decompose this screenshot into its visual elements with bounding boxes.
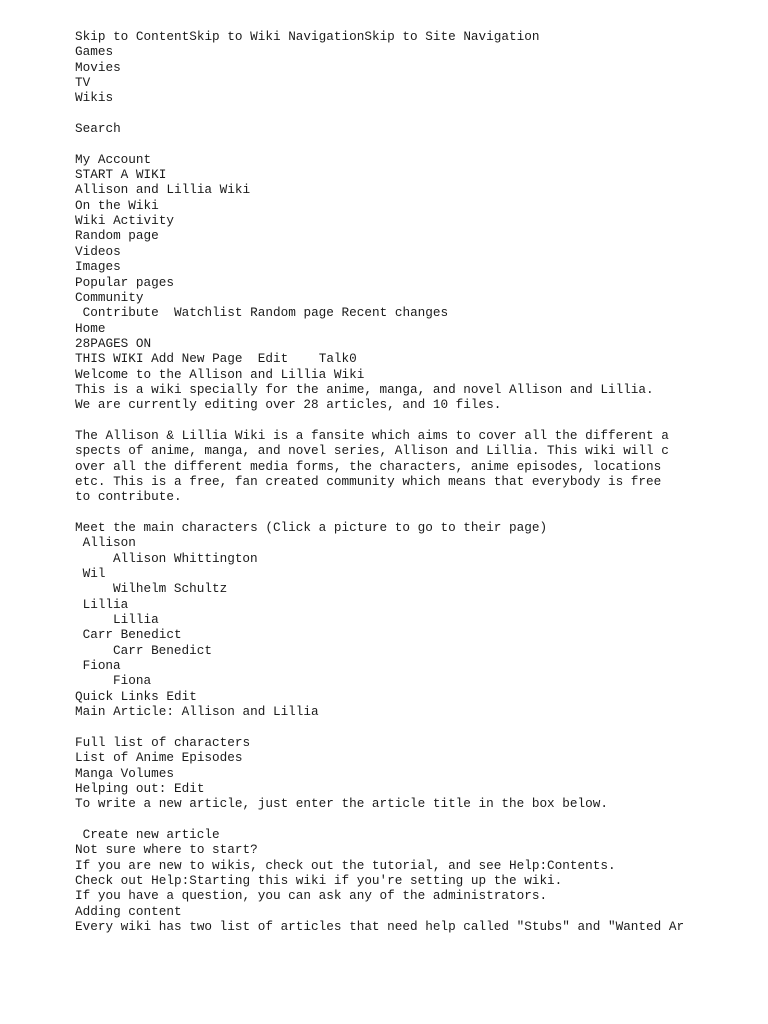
spacer (75, 106, 695, 121)
skip-to-wiki-nav-link[interactable]: Skip to Wiki Navigation (189, 29, 365, 44)
toolbar-contribute[interactable]: Contribute (82, 305, 159, 321)
helping-out-edit-button[interactable]: Edit (174, 780, 205, 796)
adding-content-heading: Adding content (75, 903, 182, 919)
wiki-nav-popular-pages[interactable]: Popular pages (75, 274, 174, 290)
wiki-nav-random-page[interactable]: Random page (75, 228, 159, 244)
write-article-instructions: To write a new article, just enter the article title in the box below. (75, 796, 608, 812)
not-sure-heading: Not sure where to start? (75, 842, 258, 858)
talk-button[interactable]: Talk0 (318, 351, 357, 367)
global-nav-games[interactable]: Games (75, 44, 114, 60)
help-starting-text: Check out Help:Starting this wiki if you're setting up the wiki. (75, 872, 563, 888)
main-article-link[interactable]: Allison and Lillia (181, 704, 319, 720)
edit-button[interactable]: Edit (257, 351, 289, 367)
spacer (75, 719, 695, 734)
add-new-page-button[interactable]: Add New Page (151, 351, 243, 367)
toolbar-recent-changes[interactable]: Recent changes (341, 305, 449, 321)
intro-line-2: We are currently editing over 28 articles, and 10 files. (75, 397, 502, 413)
character-image-fiona[interactable]: Fiona (82, 658, 121, 674)
wiki-nav-community[interactable]: Community (75, 289, 144, 305)
skip-links (75, 29, 695, 44)
spacer (75, 505, 695, 520)
character-caption-allison[interactable]: Allison Whittington (113, 550, 258, 566)
character-caption-fiona[interactable]: Fiona (113, 673, 152, 689)
global-nav-tv[interactable]: TV (75, 75, 91, 91)
spacer (75, 413, 695, 428)
create-new-article-button[interactable]: Create new article (82, 826, 220, 842)
new-to-wikis-text: If you are new to wikis, check out the tutorial, and see Help:Contents. (75, 857, 616, 873)
pages-count-line1: 28PAGES ON (75, 335, 152, 351)
global-nav-movies[interactable]: Movies (75, 59, 121, 75)
character-caption-carr[interactable]: Carr Benedict (113, 642, 212, 658)
quick-links-edit-button[interactable]: Edit (166, 688, 197, 704)
page-title: Home (75, 320, 106, 336)
character-image-allison[interactable]: Allison (82, 535, 136, 551)
page-content (75, 29, 695, 934)
toolbar-random-page[interactable]: Random page (250, 305, 334, 321)
welcome-heading: Welcome to the Allison and Lillia Wiki (75, 366, 365, 382)
wiki-nav-videos[interactable]: Videos (75, 243, 121, 259)
anime-episodes-link[interactable]: List of Anime Episodes (75, 750, 243, 766)
character-caption-wil[interactable]: Wilhelm Schultz (113, 581, 228, 597)
global-nav-wikis[interactable]: Wikis (75, 90, 114, 106)
helping-out-heading: Helping out: (75, 780, 167, 796)
about-paragraph: The Allison & Lillia Wiki is a fansite which aims to cover all the different aspects of anime, manga, and novel series, Allison and Lillia. This wiki will cover all the different media forms, the characters, anime episodes, locations etc. This is a free, fan created community which means that everybody is free to contribute. (75, 427, 669, 505)
spacer (75, 136, 695, 151)
quick-links-heading: Quick Links (75, 688, 159, 704)
main-article-label: Main Article: (75, 704, 182, 720)
skip-to-site-nav-link[interactable]: Skip to Site Navigation (364, 29, 540, 44)
wiki-nav-images[interactable]: Images (75, 259, 121, 275)
start-wiki-link[interactable]: START A WIKI (75, 167, 167, 183)
full-list-characters-link[interactable]: Full list of characters (75, 734, 251, 750)
toolbar (75, 305, 695, 320)
wiki-nav-wiki-activity[interactable]: Wiki Activity (75, 213, 174, 229)
character-caption-lillia[interactable]: Lillia (113, 612, 159, 628)
toolbar-watchlist[interactable]: Watchlist (174, 305, 243, 321)
meet-characters-heading: Meet the main characters (Click a picture to go to their page) (75, 520, 548, 535)
character-image-lillia[interactable]: Lillia (82, 596, 129, 612)
wiki-nav-on-the-wiki[interactable]: On the Wiki (75, 197, 159, 213)
spacer (75, 812, 695, 827)
search-button[interactable]: Search (75, 121, 121, 137)
character-image-carr[interactable]: Carr Benedict (82, 627, 182, 643)
stubs-wanted-text: Every wiki has two list of articles that need help called "Stubs" and "Wanted Ar (75, 918, 685, 934)
skip-to-content-link[interactable]: Skip to Content (75, 29, 190, 44)
ask-admins-text: If you have a question, you can ask any of the administrators. (75, 888, 548, 904)
character-image-wil[interactable]: Wil (82, 566, 106, 582)
manga-volumes-link[interactable]: Manga Volumes (75, 765, 174, 781)
intro-line-1: This is a wiki specially for the anime, manga, and novel Allison and Lillia. (75, 381, 654, 397)
pages-count-line2: THIS WIKI (75, 351, 144, 367)
wiki-name-link[interactable]: Allison and Lillia Wiki (75, 182, 251, 198)
my-account-link[interactable]: My Account (75, 151, 152, 167)
